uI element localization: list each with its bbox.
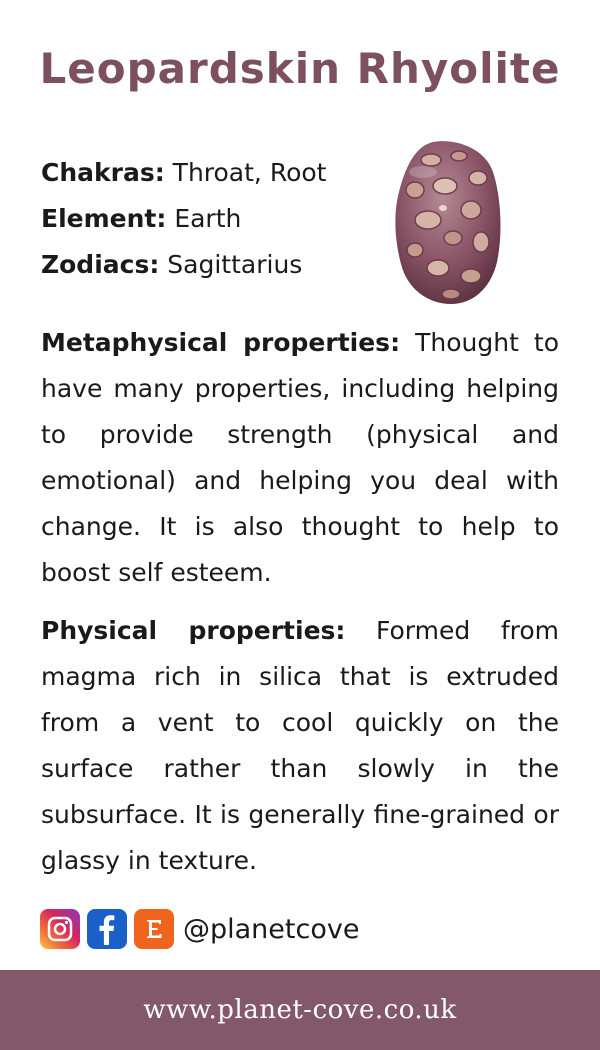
physical-properties	[41, 608, 559, 884]
physical-text: Formed from magma rich in silica that is extruded from a vent to cool quickly on the surface rather than slowly in the subsurface. It is generally fine-grained or glassy in texture.	[41, 616, 559, 875]
attribute-list	[41, 150, 326, 288]
metaphysical-label: Metaphysical properties:	[41, 328, 401, 357]
footer-bar	[0, 970, 600, 1050]
attribute-element	[41, 196, 326, 242]
metaphysical-properties	[41, 320, 559, 596]
attribute-value: Earth	[174, 204, 242, 233]
page-title: Leopardskin Rhyolite	[39, 44, 561, 93]
etsy-icon[interactable]	[134, 909, 174, 949]
facebook-icon[interactable]	[87, 909, 127, 949]
attribute-zodiacs	[41, 242, 326, 288]
attribute-label: Chakras:	[41, 158, 165, 187]
instagram-icon[interactable]	[40, 909, 80, 949]
attribute-value: Sagittarius	[167, 250, 303, 279]
attribute-label: Element:	[41, 204, 167, 233]
social-handle[interactable]: @planetcove	[183, 913, 360, 945]
rhyolite-stone-image	[393, 138, 503, 306]
physical-label: Physical properties:	[41, 616, 346, 645]
social-links	[40, 908, 359, 950]
metaphysical-text: Thought to have many properties, including helping to provide strength (physical and emotional) and helping you deal with change. It is also thought to help to boost self esteem.	[41, 328, 559, 587]
website-link[interactable]: www.planet-cove.co.uk	[143, 995, 457, 1025]
attribute-chakras	[41, 150, 326, 196]
attribute-label: Zodiacs:	[41, 250, 160, 279]
attribute-value: Throat, Root	[172, 158, 327, 187]
